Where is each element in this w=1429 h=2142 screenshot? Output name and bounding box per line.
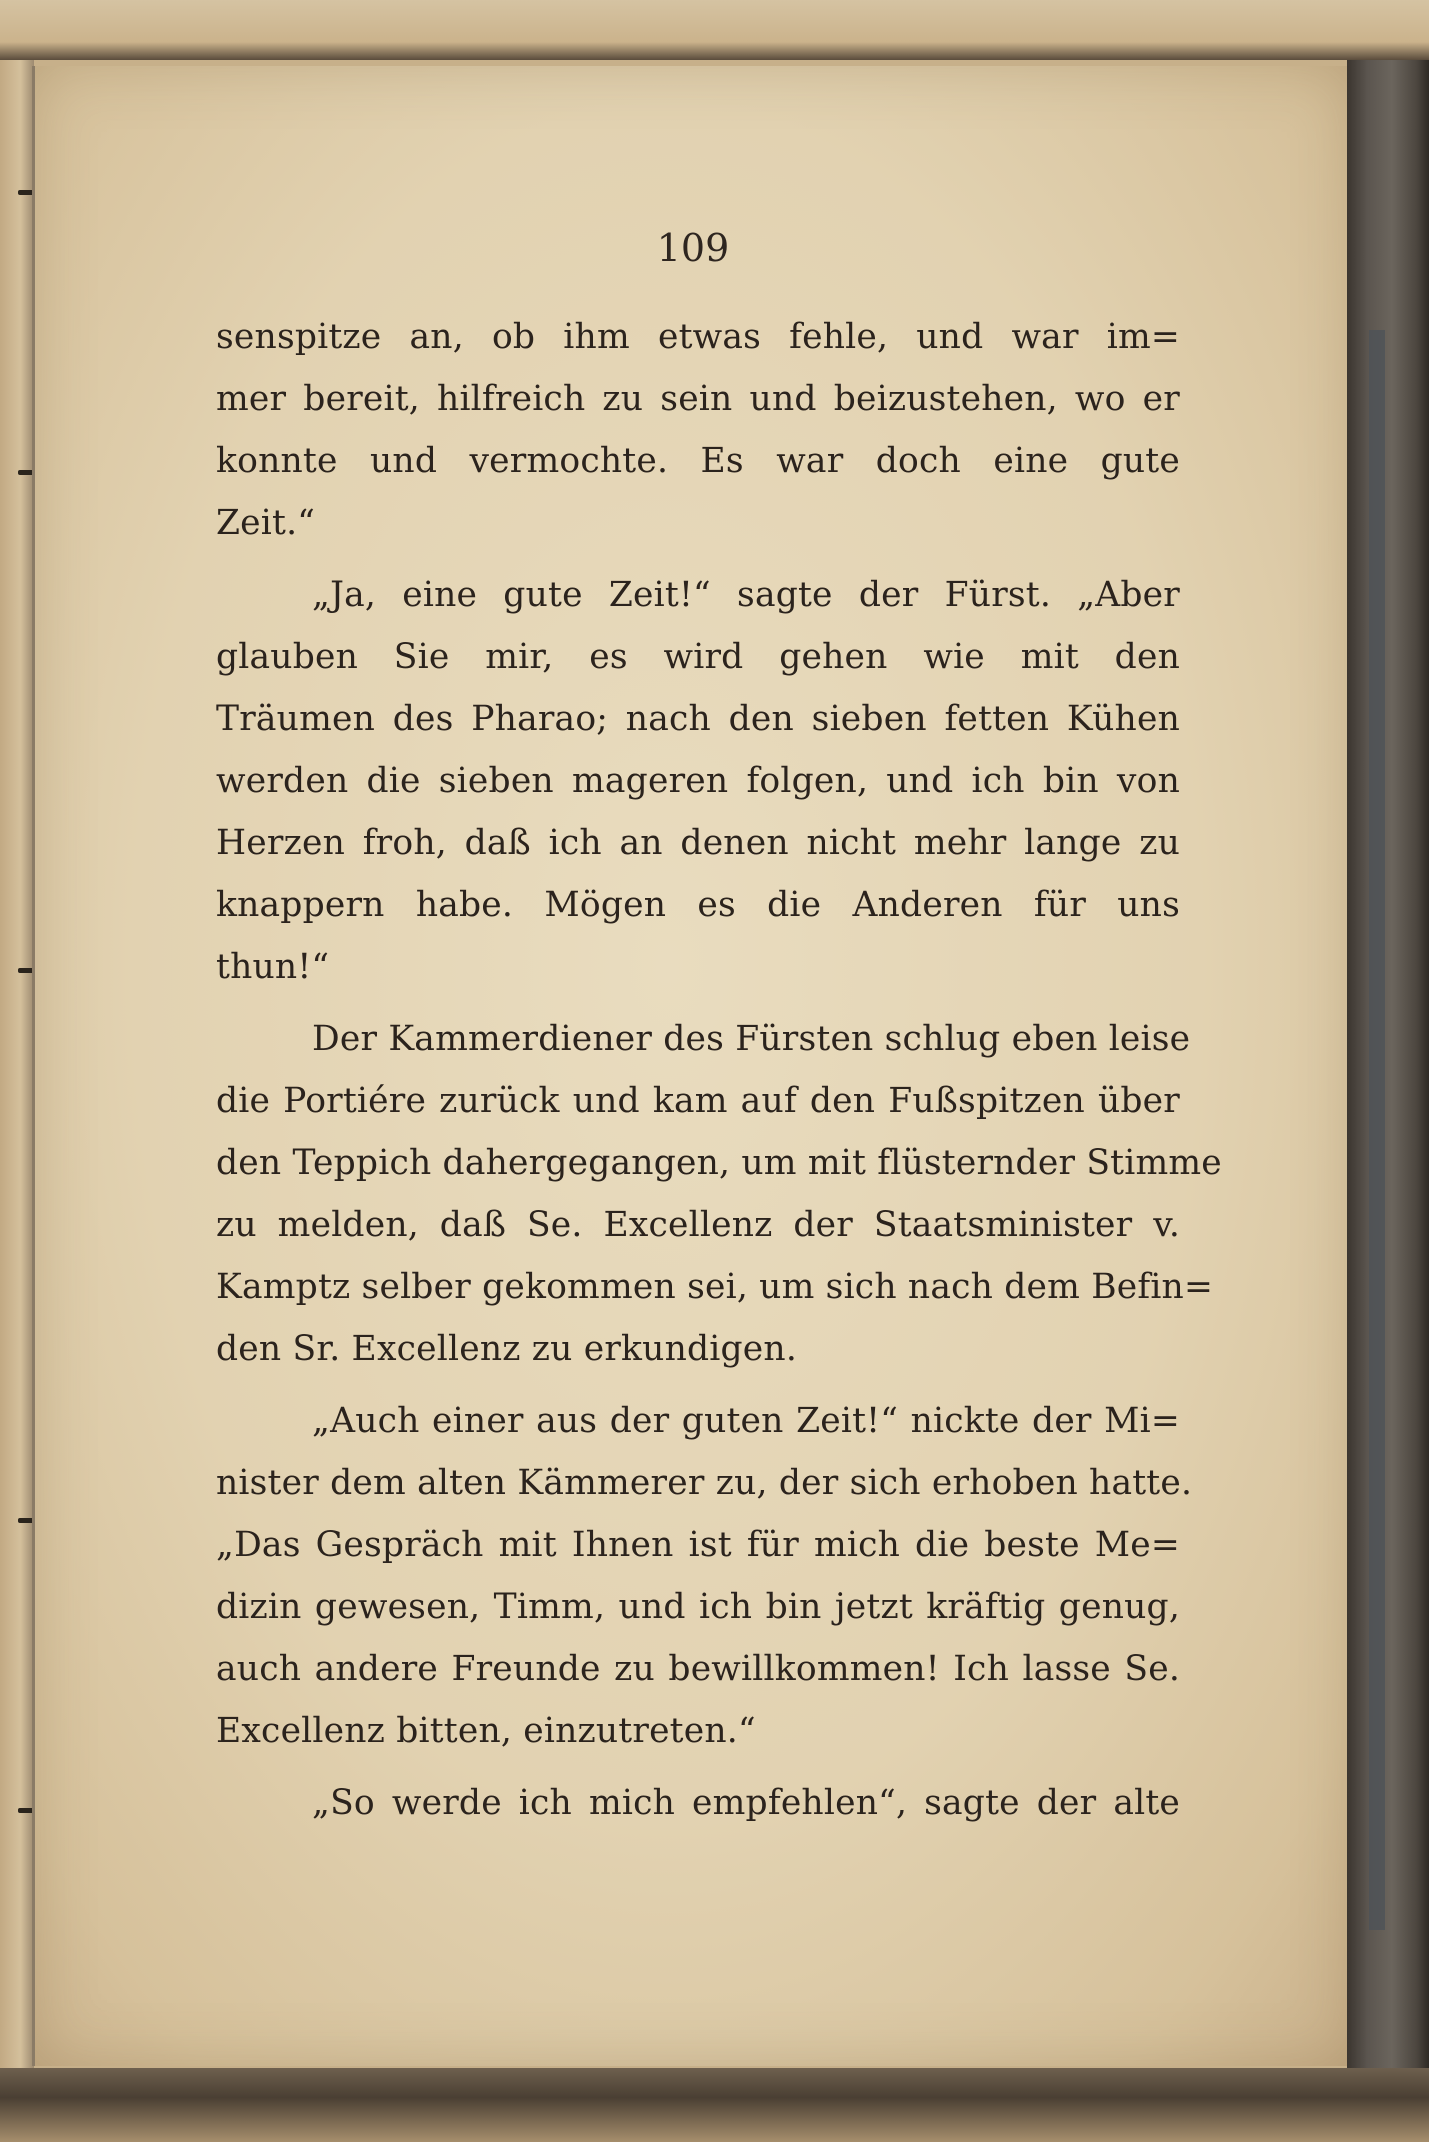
cover-binding-strip [1369,330,1385,1930]
text-line: Zeit.“ [216,503,316,543]
text-line: „So werde ich mich empfehlen“, sagte der alte [312,1783,1180,1823]
text-line: Kamptz selber gekommen sei, um sich nach dem Befin= [216,1267,1214,1307]
text-line: dizin gewesen, Timm, und ich bin jetzt kräftig genug, [216,1587,1180,1627]
text-line: Herzen froh, daß ich an denen nicht mehr lange zu [216,823,1180,863]
text-line: den Sr. Excellenz zu erkundigen. [216,1329,798,1369]
text-line: Der Kammerdiener des Fürsten schlug eben leise [312,1019,1191,1059]
text-line: „Ja, eine gute Zeit!“ sagte der Fürst. „Aber [312,575,1180,615]
text-line: „Auch einer aus der guten Zeit!“ nickte der Mi= [312,1401,1180,1441]
text-line: auch andere Freunde zu bewillkommen! Ich lasse Se. [216,1649,1180,1689]
text-line: die Portiére zurück und kam auf den Fußspitzen über [216,1081,1180,1121]
text-line: thun!“ [216,947,330,987]
text-line: den Teppich dahergegangen, um mit flüsternder Stimme [216,1143,1222,1183]
book-cover-edge [1347,60,1429,2100]
text-line: mer bereit, hilfreich zu sein und beizustehen, wo er [216,379,1180,419]
text-line: senspitze an, ob ihm etwas fehle, und war im= [216,317,1180,357]
page-number: 109 [656,226,730,270]
text-line: Träumen des Pharao; nach den sieben fetten Kühen [216,699,1180,739]
text-line: Excellenz bitten, einzutreten.“ [216,1711,756,1751]
text-line: „Das Gespräch mit Ihnen ist für mich die beste Me= [216,1525,1180,1565]
text-line: nister dem alten Kämmerer zu, der sich erhoben hatte. [216,1463,1193,1503]
text-line: glauben Sie mir, es wird gehen wie mit den [216,637,1180,677]
body-text [216,306,1222,1834]
text-line: knappern habe. Mögen es die Anderen für uns [216,885,1180,925]
page-top-margin [0,0,1429,60]
text-line: werden die sieben mageren folgen, und ich bin von [216,761,1180,801]
text-line: zu melden, daß Se. Excellenz der Staatsminister v. [216,1205,1180,1245]
book-spine-edge [0,60,34,2070]
text-line: konnte und vermochte. Es war doch eine gute [216,441,1180,481]
page-bottom-edge [0,2068,1429,2142]
